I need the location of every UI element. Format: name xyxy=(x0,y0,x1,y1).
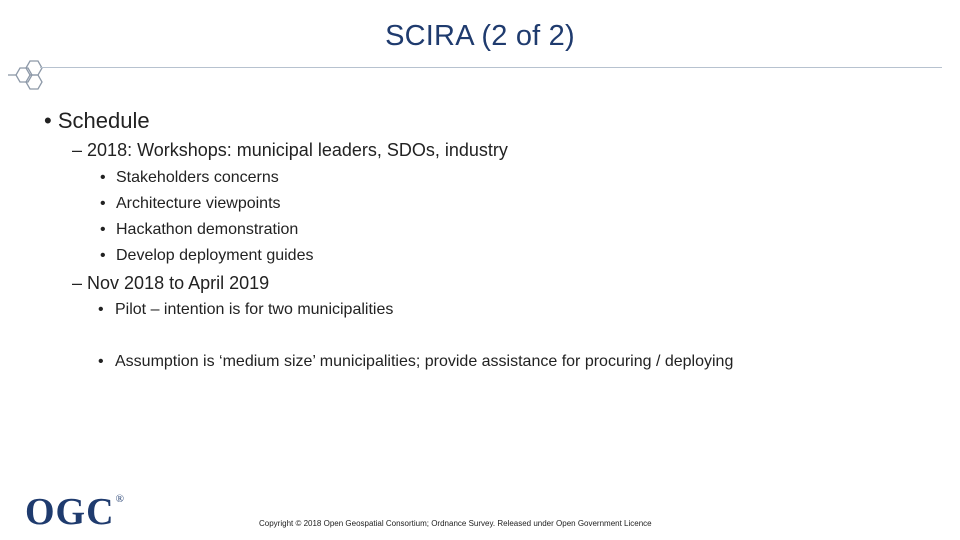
bullet-marker: • xyxy=(44,108,52,133)
sub-bullet-2018-workshops xyxy=(72,140,508,161)
title-divider xyxy=(40,67,942,68)
list-item xyxy=(100,221,298,239)
dash-marker: – xyxy=(72,140,83,160)
list-item-text: Assumption is ‘medium size’ municipalities; provide assistance for procuring / deploying xyxy=(115,353,734,370)
bullet-marker: • xyxy=(98,301,104,318)
list-item xyxy=(98,301,393,319)
slide-title: SCIRA (2 of 2) xyxy=(385,20,575,52)
bullet-marker: • xyxy=(100,247,106,264)
list-item-text: Stakeholders concerns xyxy=(116,169,279,186)
bullet-marker: • xyxy=(100,195,106,212)
bullet-text: Schedule xyxy=(57,108,150,133)
list-item xyxy=(100,247,313,265)
dash-marker: – xyxy=(72,273,83,293)
logo-text: OGC xyxy=(25,491,115,533)
ogc-logo xyxy=(25,490,125,534)
list-item xyxy=(100,195,281,213)
sub-bullet-nov-2018-april-2019 xyxy=(72,273,269,294)
bullet-marker: • xyxy=(100,221,106,238)
bullet-marker: • xyxy=(98,353,104,370)
bullet-marker: • xyxy=(100,169,106,186)
list-item-text: Architecture viewpoints xyxy=(116,195,281,212)
list-item-text: Hackathon demonstration xyxy=(116,221,299,238)
registered-mark: ® xyxy=(115,493,125,505)
sub-bullet-text: 2018: Workshops: municipal leaders, SDOs, industry xyxy=(87,140,508,160)
copyright-notice: Copyright © 2018 Open Geospatial Consortium; Ordnance Survey. Released under Open Government Licence xyxy=(259,519,652,528)
list-item-text: Develop deployment guides xyxy=(116,247,314,264)
list-item xyxy=(98,353,733,371)
bullet-schedule xyxy=(44,108,150,134)
sub-bullet-text: Nov 2018 to April 2019 xyxy=(87,273,270,293)
hexagon-chain-icon xyxy=(8,58,48,94)
list-item xyxy=(100,169,279,187)
list-item-text: Pilot – intention is for two municipalities xyxy=(115,301,394,318)
